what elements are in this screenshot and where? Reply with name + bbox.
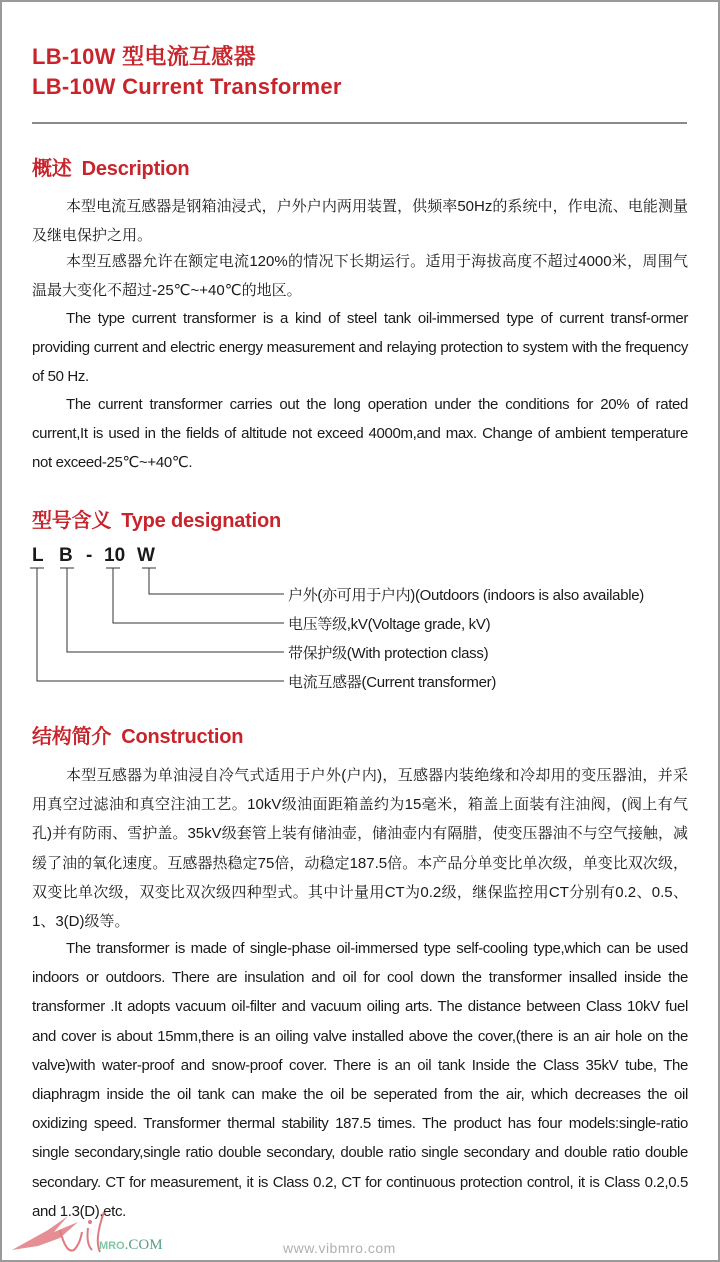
description-heading-en: Description [81, 158, 190, 180]
code-dash: - [86, 545, 93, 566]
designation-item-voltage-grade: 电压等级,kV(Voltage grade, kV) [288, 616, 491, 633]
code-letter-w: W [137, 545, 155, 566]
connector-10 [113, 568, 284, 623]
logo-mro: MRO [99, 1240, 125, 1252]
designation-item-outdoors: 户外(亦可用于户内)(Outdoors (indoors is also available) [288, 587, 645, 604]
description-paragraph-1: 本型电流互感器是钢箱油浸式，户外户内两用装置，供频率50Hz的系统中，作电流、电能测量及继电保护之用。 [32, 198, 688, 245]
type-designation-heading-cn: 型号含义 [32, 510, 112, 532]
description-paragraph-2: 本型互感器允许在额定电流120%的情况下长期运行。适用于海拔高度不超过4000米，周围气温最大变化不超过-25℃~+40℃的地区。 [32, 253, 688, 300]
construction-heading-cn: 结构简介 [32, 726, 112, 748]
construction-paragraph-cn: 本型互感器为单油浸自冷气式适用于户外(户内)，互感器内装绝缘和冷却用的变压器油，并采用真空过滤油和真空注油工艺。10kV级油面距箱盖约为15毫米，箱盖上面装有注油阀，(阀上有气孔)并有防雨、雪护盖。35kV级套管上装有储油壶，储油壶内有隔腊，使变压器油不与空气接触，减缓了油的氧化速度。互感器热稳定75倍，动稳定187.5倍。本产品分单变比单次级，单变比双次级，双变比单次级，双变比双次级四种型式。其中计量用CT为0.2级，继保监控用CT分别有0.2、0.5、1、3(D)级等。 [32, 767, 688, 931]
construction-heading-en: Construction [121, 726, 244, 748]
designation-item-protection-class: 带保护级(With protection class) [288, 645, 489, 662]
code-voltage: 10 [104, 545, 126, 566]
code-letter-l: L [32, 545, 44, 566]
page-title-cn: LB-10W 型电流互感器 [32, 44, 256, 69]
logo-domain: .COM [124, 1237, 163, 1253]
description-heading-cn: 概述 [32, 158, 72, 180]
connector-l [37, 568, 284, 681]
footer-url[interactable]: www.vibmro.com [283, 1240, 396, 1256]
code-letter-b: B [59, 545, 73, 566]
construction-heading [32, 720, 243, 749]
description-paragraph-3: The type current transformer is a kind of steel tank oil-immersed type of current transf-ormer providing current and electric energy measurement and relaying protection to system with the frequency of 50 Hz. [32, 310, 688, 386]
connector-w [149, 568, 284, 594]
logo-wordmark [99, 1237, 163, 1254]
page-title-en: LB-10W Current Transformer [32, 74, 342, 99]
construction-paragraph-en: The transformer is made of single-phase oil-immersed type self-cooling type,which can be used indoors or outdoors. There are insulation and oil for cool down the transformer insalled inside the transformer .It adopts vacuum oil-filter and vacuum oiling arts. The distance between Class 10kV fuel and cover is about 15mm,there is an oiling valve installed above the cover,(there is an air hole on the valve)with water-proof and snow-proof cover. There is an oil tank Inside the Class 35kV tube, The diaphragm inside the oil tank can make the oil be seperated from the air, which decreases the oil oxidizing speed. Transformer thermal stability 187.5 times. The product has four models:single-ratio single secondary,single ratio double secondary, double ratio single secondary and double ratio double secondary. CT for measurement, it is Class 0.2, CT for continuous protection control, it is Class 0.2,0.5 and 1.3(D),etc. [32, 940, 688, 1220]
designation-item-current-transformer: 电流互感器(Current transformer) [288, 674, 497, 691]
connector-b [67, 568, 284, 652]
type-designation-heading-en: Type designation [121, 510, 281, 532]
description-paragraph-4: The current transformer carries out the long operation under the conditions for 20% of rated current,It is used in the fields of altitude not exceed 4000m,and max. Change of ambient temperature not exceed-25℃~+40℃. [32, 396, 688, 472]
